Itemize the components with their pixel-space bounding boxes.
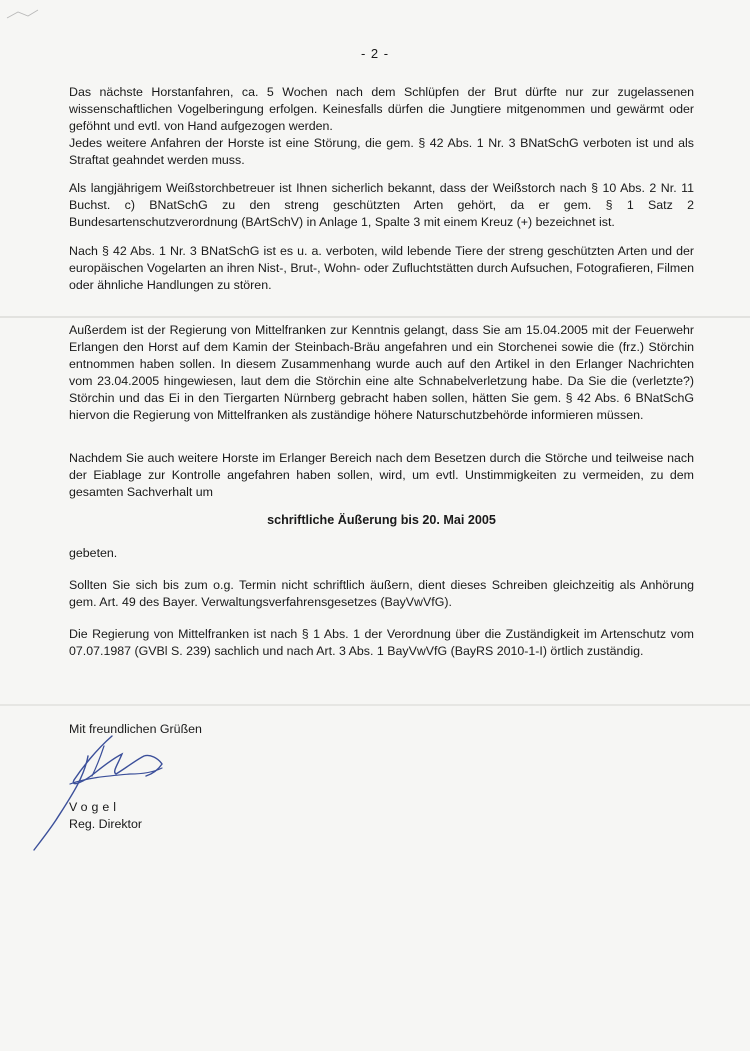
paragraph-zustaendigkeit: Die Regierung von Mittelfranken ist nach § 1 Abs. 1 der Verordnung über die Zuständigkeit im Artenschutz vom 07.07.1987 (GVBl S. 239) sachlich und nach Art. 3 Abs. 1 BayVwVfG (BayRS 2010-1-I) örtlich zuständig. <box>69 627 694 658</box>
closing-greeting: Mit freundlichen Grüßen <box>69 722 202 736</box>
handwritten-signature <box>26 728 176 858</box>
deadline-heading: schriftliche Äußerung bis 20. Mai 2005 <box>267 513 496 527</box>
page-number: - 2 - <box>360 46 390 61</box>
paragraph-anhoerung: Sollten Sie sich bis zum o.g. Termin nicht schriftlich äußern, dient dieses Schreiben gleichzeitig als Anhörung gem. Art. 49 des Bayer. Verwaltungsverfahrensgesetzes (BayVwVfG). <box>69 578 694 609</box>
paragraph-sachverhalt: Außerdem ist der Regierung von Mittelfranken zur Kenntnis gelangt, dass Sie am 15.04.2005 mit der Feuerwehr Erlangen den Horst auf dem Kamin der Steinbach-Bräu angefahren und ein Storchenei sowie die (frz.) Störchin entnommen haben sollen. In diesem Zusammenhang wurde auch auf den Artikel in den Erlanger Nachrichten vom 23.04.2005 hingewiesen, laut dem die Störchin eine alte Schnabelverletzung habe. Da Sie die (verletzte?) Störchin und das Ei in den Tiergarten Nürnberg gebracht haben sollen, hätten Sie gem. § 42 Abs. 6 BNatSchG hiervon die Regierung von Mittelfranken als zuständige höhere Naturschutzbehörde informieren müssen. <box>69 323 694 422</box>
paper-fold-line <box>0 316 750 318</box>
corner-pencil-mark <box>4 4 44 24</box>
paragraph-horst-anfahren: Das nächste Horstanfahren, ca. 5 Wochen nach dem Schlüpfen der Brut dürfte nur zur zugelassenen wissenschaftlichen Vogelberingung erfolgen. Keinesfalls dürfen die Jungtiere mitgenommen und gewärmt oder geföhnt und evtl. von Hand aufgezogen werden. <box>69 85 694 133</box>
signer-name: Vogel <box>69 800 121 814</box>
paragraph-verbot: Nach § 42 Abs. 1 Nr. 3 BNatSchG ist es u. a. verboten, wild lebende Tiere der streng geschützten Arten und der europäischen Vogelarten an ihren Nist-, Brut-, Wohn- oder Zufluchtstätten durch Aufsuchen, Fotografieren, Filmen oder ähnliche Handlungen zu stören. <box>69 244 694 292</box>
signer-title: Reg. Direktor <box>69 817 142 831</box>
paragraph-gebeten: gebeten. <box>69 546 118 560</box>
paper-fold-line <box>0 704 750 706</box>
paragraph-weissstorch-schutz: Als langjährigem Weißstorchbetreuer ist Ihnen sicherlich bekannt, dass der Weißstorch nach § 10 Abs. 2 Nr. 11 Buchst. c) BNatSchG zu den streng geschützten Arten gehört, da er gem. § 1 Satz 2 Bundesartenschutzverordnung (BArtSchV) in Anlage 1, Spalte 3 mit einem Kreuz (+) bezeichnet ist. <box>69 181 694 229</box>
paragraph-weitere-horste: Nachdem Sie auch weitere Horste im Erlanger Bereich nach dem Besetzen durch die Störche und teilweise nach der Eiablage zur Kontrolle angefahren haben sollen, wird, um evtl. Unstimmigkeiten zu vermeiden, zu dem gesamten Sachverhalt um <box>69 451 694 499</box>
paragraph-stoerung: Jedes weitere Anfahren der Horste ist eine Störung, die gem. § 42 Abs. 1 Nr. 3 BNatSchG verboten ist und als Straftat geahndet werden muss. <box>69 136 694 167</box>
